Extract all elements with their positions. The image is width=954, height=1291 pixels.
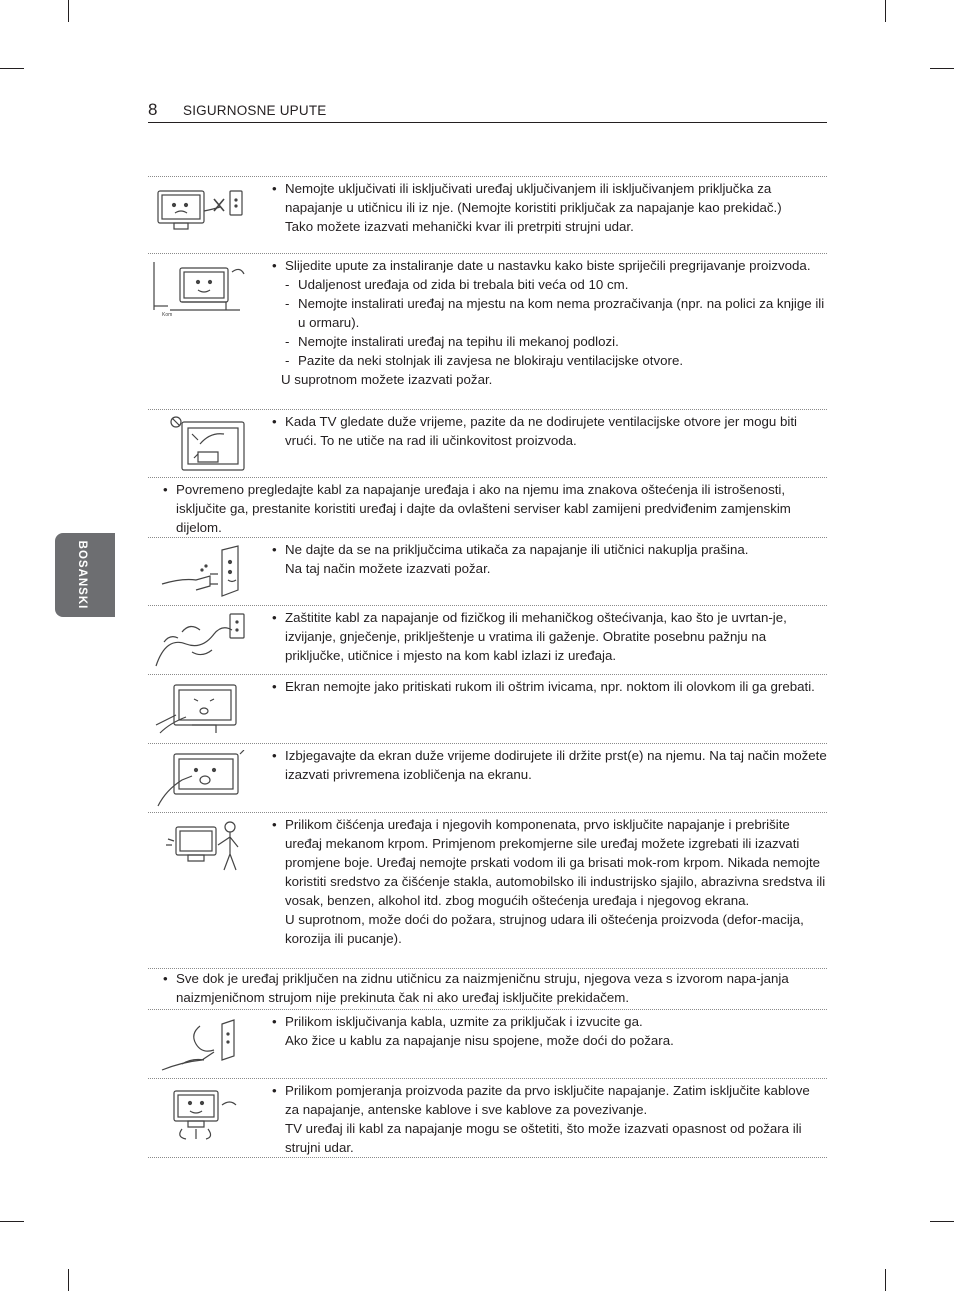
crop-mark bbox=[68, 0, 69, 22]
item-text: • Ekran nemojte jako pritiskati rukom ili oštrim ivicama, npr. noktom ili olovkom ili ga grebati. bbox=[285, 677, 827, 696]
item-sub-text: - Pazite da neki stolnjak ili zavjesa ne blokiraju ventilacijske otvore. bbox=[285, 351, 827, 370]
crop-mark bbox=[68, 1269, 69, 1291]
item-text: • Izbjegavajte da ekran duže vrijeme dodirujete ili držite prst(e) na njemu. Na taj način možete izazvati privremena izobličenja na ekranu. bbox=[285, 746, 827, 784]
item-text: • Nemojte uključivati ili isključivati uređaj uključivanjem ili isključivanjem priključka za napajanje u utičnicu ili iz nje. (Nemojte koristiti priključak za napajanje kao prekidač.) bbox=[285, 179, 827, 217]
crop-mark bbox=[885, 1269, 886, 1291]
wall-distance-label: Kom bbox=[162, 312, 173, 318]
screen-press-illustration bbox=[152, 681, 248, 739]
item-text: • Kada TV gledate duže vrijeme, pazite da ne dodirujete ventilacijske otvore jer mogu biti vrući. To ne utiče na rad ili učinkovitost proizvoda. bbox=[285, 412, 827, 450]
page-number: 8 bbox=[148, 100, 158, 119]
item-sub-text: - Nemojte instalirati uređaj na mjestu na kom nema prozračivanja (npr. na polici za knjige ili u ormaru). bbox=[285, 294, 827, 332]
tv-wall-distance-illustration bbox=[152, 260, 248, 318]
item-text: • Zaštitite kabl za napajanje od fizičkog ili mehaničkog oštećivanja, kao što je uvrtan-je, izvijanje, gnječenje, priklještenje u vratima ili gaženje. Obratite posebnu pažnju na priključke, utičnice i mjesto na kom kabl izlazi iz uređaja. bbox=[285, 608, 827, 665]
item-extra-text: Tako možete izazvati mehanički kvar ili pretrpiti strujni udar. bbox=[285, 219, 634, 234]
item-text: • Povremeno pregledajte kabl za napajanje uređaja i ako na njemu ima znakova oštećenja ili istrošenosti, isključite ga, prestanite koristiti uređaj i dajte da ovlašteni serviser kabl zamijeni predviđenim zamjenskim dijelom. bbox=[176, 480, 827, 537]
safety-item-installation bbox=[148, 253, 827, 409]
crop-mark bbox=[930, 68, 954, 69]
item-sub-text: - Nemojte instalirati uređaj na tepihu ili mekanoj podlozi. bbox=[285, 332, 827, 351]
tv-cables-disconnected-illustration bbox=[152, 1085, 248, 1143]
item-extra-text: U suprotnom, može doći do požara, strujnog udara ili oštećenja proizvoda (defor-macija, korozija ili pucanje). bbox=[285, 912, 804, 946]
crop-mark bbox=[885, 0, 886, 22]
safety-item-screen-pressure bbox=[148, 674, 827, 743]
crop-mark bbox=[0, 68, 24, 69]
language-tab-label: BOSANSKI bbox=[76, 540, 88, 610]
item-extra-text: Na taj način možete izazvati požar. bbox=[285, 561, 491, 576]
safety-item-moving bbox=[148, 1078, 827, 1158]
item-text: • Prilikom čišćenja uređaja i njegovih komponenata, prvo isključite napajanje i prebrišite uređaj mekanom krpom. Primjenom prekomjerne sile uređaj možete izgrebati ili izazvati promjene boje. Uređaj nemojte prskati vodom ili ga brisati mok-rom krpom. Nikada nemojte koristiti sredstvo za čišćenje stakla, automobilsko ili industrijsko sjajilo, abrazivna sredstva ili vosak, benzen, alkohol itd. zbog mogućih oštećenja uređaja i njegovog ekrana. bbox=[285, 815, 827, 910]
item-extra-text: Ako žice u kablu za napajanje nisu spojene, može doći do požara. bbox=[285, 1033, 674, 1048]
crop-mark bbox=[0, 1221, 24, 1222]
crop-mark bbox=[930, 1221, 954, 1222]
item-sub-text: - Udaljenost uređaja od zida bi trebala biti veća od 10 cm. bbox=[285, 275, 827, 294]
safety-item-dust bbox=[148, 537, 827, 605]
twisted-cable-illustration bbox=[152, 612, 248, 670]
safety-item-vents-hot bbox=[148, 409, 827, 477]
safety-item-plug-switch bbox=[148, 176, 827, 253]
item-extra-text: TV uređaj ili kabl za napajanje mogu se oštetiti, što može izazvati opasnost od požara ili strujni udar. bbox=[285, 1121, 802, 1155]
item-note-text: U suprotnom možete izazvati požar. bbox=[281, 372, 493, 387]
pull-plug-illustration bbox=[152, 1016, 248, 1074]
safety-item-cleaning bbox=[148, 812, 827, 968]
item-text: • Prilikom pomjeranja proizvoda pazite da prvo isključite napajanje. Zatim isključite kablove za napajanje, antenske kablove i sve kablove za povezivanje. bbox=[285, 1081, 827, 1119]
item-text: • Prilikom isključivanja kabla, uzmite za priključak i izvucite ga. bbox=[285, 1012, 827, 1031]
safety-list bbox=[148, 176, 827, 1158]
safety-item-cable-protection bbox=[148, 605, 827, 674]
dusty-socket-illustration bbox=[152, 544, 248, 602]
finger-on-screen-illustration bbox=[152, 750, 248, 808]
safety-item-cable-inspection bbox=[148, 477, 827, 537]
cleaning-tv-illustration bbox=[152, 819, 248, 877]
section-title: SIGURNOSNE UPUTE bbox=[183, 103, 327, 118]
safety-item-screen-touch bbox=[148, 743, 827, 812]
tv-unplug-illustration bbox=[152, 183, 248, 241]
tv-back-hand-illustration bbox=[152, 416, 248, 474]
item-text: • Ne dajte da se na priključcima utikača za napajanje ili utičnici nakuplja prašina. bbox=[285, 540, 827, 559]
safety-item-unplug-grip bbox=[148, 1009, 827, 1078]
page-header bbox=[148, 100, 827, 123]
language-tab bbox=[55, 533, 115, 617]
item-text: • Slijedite upute za instaliranje date u nastavku kako biste spriječili pregrijavanje proizvoda. bbox=[285, 256, 827, 275]
item-text: • Sve dok je uređaj priključen na zidnu utičnicu za naizmjeničnu struju, njegova veza s izvorom napa-janja naizmjeničnom strujom nije prekinuta čak ni ako uređaj isključite prekidačem. bbox=[176, 969, 827, 1007]
safety-item-ac-connection bbox=[148, 968, 827, 1009]
